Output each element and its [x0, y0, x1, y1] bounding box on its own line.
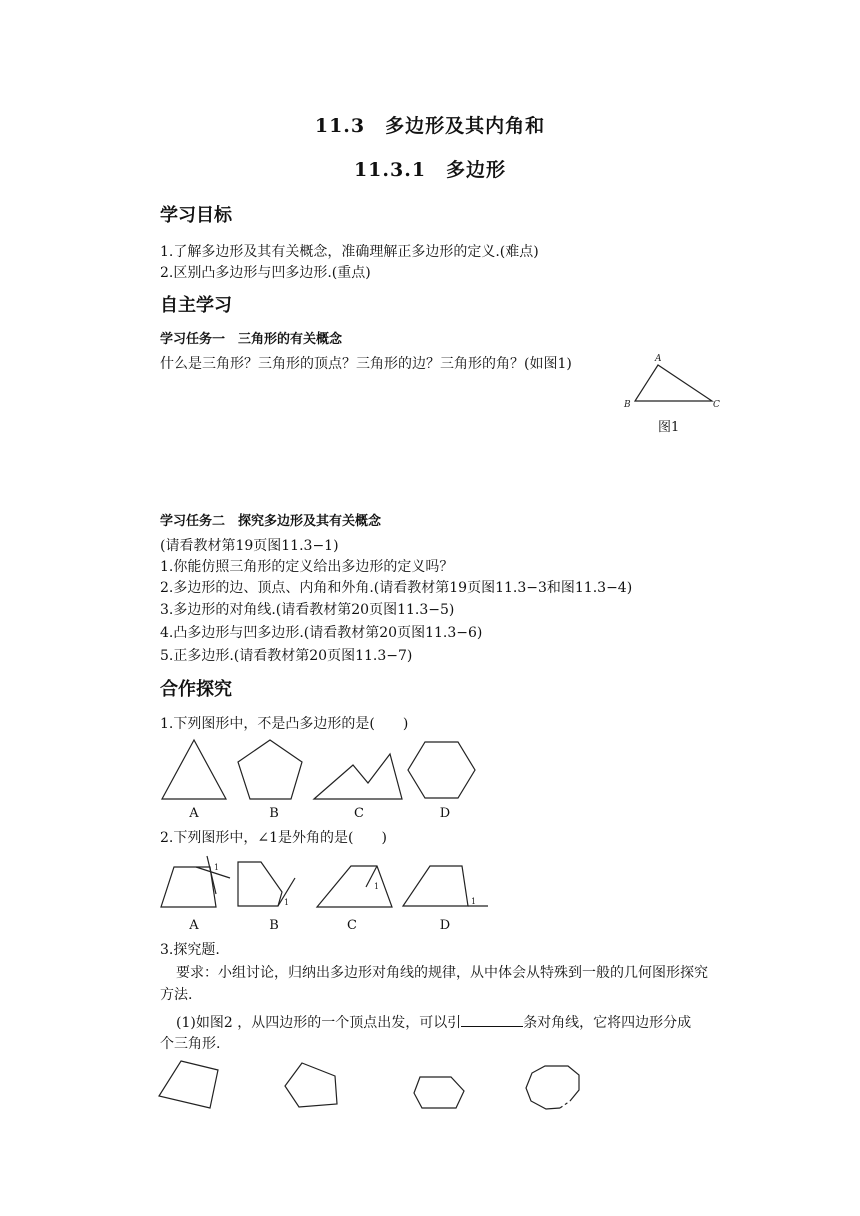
q1-label-d: D: [439, 806, 451, 821]
goal-item-1: 1.了解多边形及其有关概念，准确理解正多边形的定义.(难点): [160, 244, 539, 260]
task2-line-5: 4.凸多边形与凹多边形.(请看教材第20页图11.3−6): [160, 625, 483, 641]
q1-label-c: C: [354, 806, 364, 821]
vertex-a-label: A: [655, 354, 662, 364]
task2-line-2: 1.你能仿照三角形的定义给出多边形的定义吗？: [160, 559, 454, 575]
q1-option-b-pentagon: [236, 738, 306, 802]
q1-label-a: A: [189, 806, 199, 821]
q2-label-c: C: [347, 918, 357, 933]
q2-option-c: [314, 854, 404, 910]
figure1-triangle: [620, 350, 730, 410]
q1-label-b: B: [269, 806, 279, 821]
goals-heading: 学习目标: [160, 205, 232, 226]
q2-b-angle-label: 1: [284, 898, 290, 907]
task2-line-6: 5.正多边形.(请看教材第20页图11.3−7): [160, 648, 413, 664]
self-study-heading: 自主学习: [160, 295, 232, 316]
q1-option-a-triangle: [160, 738, 230, 802]
page-title: 11.3 多边形及其内角和: [314, 115, 546, 137]
goal-item-2: 2.区别凸多边形与凹多边形.(重点): [160, 265, 371, 281]
figure2-octagon-partial: [524, 1064, 584, 1114]
vertex-b-label: B: [624, 400, 631, 410]
task2-line-3: 2.多边形的边、顶点、内角和外角.(请看教材第19页图11.3−3和图11.3−4): [160, 580, 633, 596]
cooperative-heading: 合作探究: [160, 679, 232, 700]
answer-blank[interactable]: [461, 1012, 523, 1027]
q2-c-angle-label: 1: [374, 882, 380, 891]
q2-label-d: D: [439, 918, 451, 933]
figure1-caption: 图1: [658, 420, 680, 435]
figure2-hexagon: [412, 1074, 472, 1118]
page-subtitle: 11.3.1 多边形: [353, 159, 507, 181]
task1-question: 什么是三角形？三角形的顶点？三角形的边？三角形的角？(如图1): [160, 356, 572, 372]
q2-d-angle-label: 1: [471, 897, 477, 906]
q3-part1-line: [176, 1012, 691, 1033]
q2-option-d: [400, 854, 500, 910]
q2-text: 2.下列图形中，∠1是外角的是( ): [160, 830, 387, 846]
q3-text: 3.探究题.: [160, 942, 220, 958]
q1-option-d-hexagon: [405, 740, 479, 804]
vertex-c-label: C: [713, 400, 720, 410]
figure2-quadrilateral: [156, 1058, 226, 1112]
q1-text: 1.下列图形中，不是凸多边形的是( ): [160, 716, 409, 732]
task2-line-4: 3.多边形的对角线.(请看教材第20页图11.3−5): [160, 602, 455, 618]
q2-option-a: [158, 854, 238, 910]
task2-line-1: (请看教材第19页图11.3−1): [160, 538, 339, 554]
q3-part1-line2: 个三角形.: [160, 1036, 221, 1052]
q2-label-b: B: [269, 918, 279, 933]
q3-part1-before: (1)如图2 ，从四边形的一个顶点出发，可以引: [176, 1015, 462, 1031]
figure2-pentagon: [282, 1060, 352, 1114]
task1-title: 学习任务一 三角形的有关概念: [160, 332, 343, 347]
q2-a-angle-label: 1: [214, 863, 220, 872]
q2-label-a: A: [189, 918, 199, 933]
task2-title: 学习任务二 探究多边形及其有关概念: [160, 514, 382, 529]
q3-requirement-line1: 要求：小组讨论，归纳出多边形对角线的规律，从中体会从特殊到一般的几何图形探究: [176, 965, 708, 981]
q2-option-b: [235, 854, 315, 910]
q3-part1-after: 条对角线，它将四边形分成: [523, 1015, 692, 1031]
q3-requirement-line2: 方法.: [160, 987, 193, 1003]
